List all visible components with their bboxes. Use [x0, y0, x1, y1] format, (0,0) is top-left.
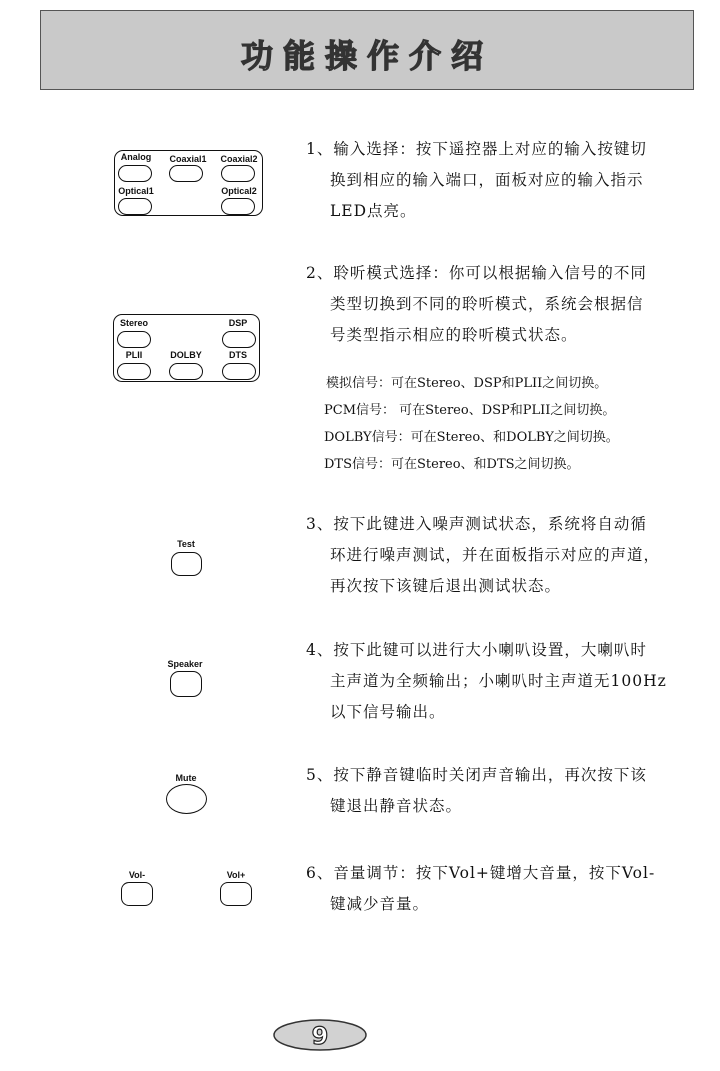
note-line: 模拟信号：可在Stereo、DSP和PLII之间切换。	[326, 376, 608, 391]
text-line: 以下信号输出。	[330, 703, 446, 721]
dts-label: DTS	[229, 350, 247, 360]
text-line: 2、聆听模式选择：你可以根据输入信号的不同	[306, 264, 647, 282]
stereo-label: Stereo	[119, 318, 149, 328]
section-4-speaker-setup	[306, 635, 667, 728]
text-line: 键减少音量。	[330, 895, 430, 913]
listening-mode-panel	[113, 314, 260, 382]
mute-button[interactable]	[166, 784, 207, 814]
dsp-button[interactable]	[222, 331, 256, 348]
text-line: 主声道为全频输出；小喇叭时主声道无100Hz	[330, 672, 667, 690]
input-select-panel	[114, 150, 263, 216]
dolby-label: DOLBY	[170, 350, 202, 360]
page-title: 功能操作介绍	[240, 37, 493, 75]
text-line: 环进行噪声测试，并在面板指示对应的声道，	[330, 546, 661, 564]
section-6-volume	[306, 858, 655, 920]
section-5-mute	[306, 760, 647, 822]
analog-label: Analog	[120, 152, 152, 162]
mute-label: Mute	[175, 773, 197, 783]
text-line: LED点亮。	[330, 202, 417, 220]
vol-plus-label: Vol+	[226, 870, 246, 880]
text-line: 4、按下此键可以进行大小喇叭设置，大喇叭时	[306, 641, 647, 659]
text-line: 5、按下静音键临时关闭声音输出，再次按下该	[306, 766, 647, 784]
page-number-badge	[272, 1018, 368, 1052]
text-line: 类型切换到不同的聆听模式，系统会根据信	[330, 295, 644, 313]
section-3-noise-test	[306, 509, 660, 602]
optical2-button[interactable]	[221, 198, 255, 215]
test-label: Test	[177, 539, 195, 549]
section-2-listening-mode	[306, 258, 647, 351]
section-1-input-select	[306, 134, 647, 227]
plii-label: PLII	[125, 350, 143, 360]
vol-minus-button[interactable]	[121, 882, 153, 906]
coaxial1-label: Coaxial1	[169, 154, 207, 164]
analog-button[interactable]	[118, 165, 152, 182]
header-banner	[40, 10, 694, 90]
note-line: DOLBY信号：可在Stereo、和DOLBY之间切换。	[324, 430, 619, 445]
text-line: 1、输入选择：按下遥控器上对应的输入按键切	[306, 140, 647, 158]
note-line: PCM信号： 可在Stereo、DSP和PLII之间切换。	[324, 403, 616, 418]
text-line: 键退出静音状态。	[330, 797, 463, 815]
optical1-button[interactable]	[118, 198, 152, 215]
dsp-label: DSP	[228, 318, 248, 328]
coaxial2-button[interactable]	[221, 165, 255, 182]
optical2-label: Optical2	[221, 186, 257, 196]
speaker-button[interactable]	[170, 671, 202, 697]
speaker-label: Speaker	[167, 659, 203, 669]
coaxial2-label: Coaxial2	[220, 154, 258, 164]
note-line: DTS信号：可在Stereo、和DTS之间切换。	[324, 457, 580, 472]
page-number: 9	[311, 1022, 329, 1050]
optical1-label: Optical1	[118, 186, 154, 196]
test-button[interactable]	[171, 552, 202, 576]
dolby-button[interactable]	[169, 363, 203, 380]
text-line: 换到相应的输入端口，面板对应的输入指示	[330, 171, 644, 189]
dts-button[interactable]	[222, 363, 256, 380]
coaxial1-button[interactable]	[169, 165, 203, 182]
vol-minus-label: Vol-	[128, 870, 146, 880]
text-line: 再次按下该键后退出测试状态。	[330, 577, 562, 595]
stereo-button[interactable]	[117, 331, 151, 348]
text-line: 3、按下此键进入噪声测试状态，系统将自动循	[306, 515, 647, 533]
text-line: 号类型指示相应的聆听模式状态。	[330, 326, 578, 344]
mode-notes	[326, 370, 619, 478]
text-line: 6、音量调节：按下Vol+键增大音量，按下Vol-	[306, 864, 656, 882]
vol-plus-button[interactable]	[220, 882, 252, 906]
plii-button[interactable]	[117, 363, 151, 380]
